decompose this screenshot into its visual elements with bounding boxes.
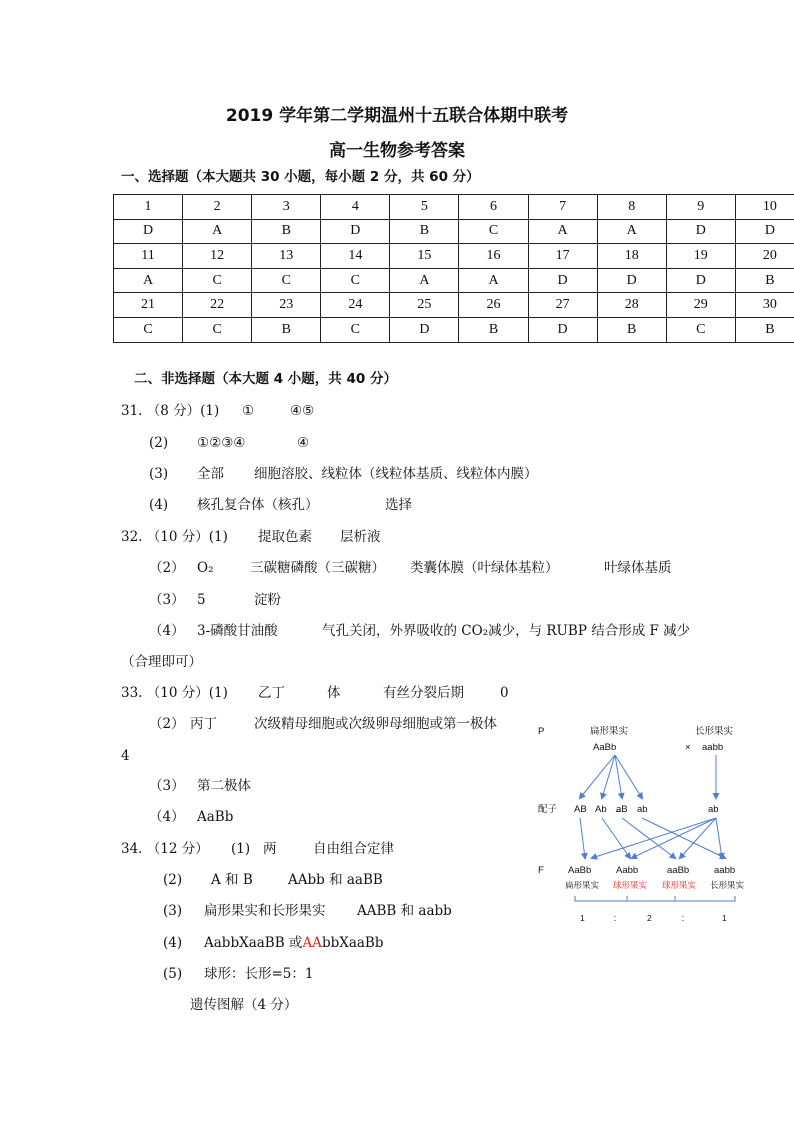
inheritance-arrow <box>615 755 642 798</box>
answer-cell: A <box>390 268 459 293</box>
ratio-2: 2 <box>647 913 652 923</box>
q32-4-num: （4） <box>149 623 185 639</box>
answer-cell: A <box>183 219 252 244</box>
q33-2-count: 4 <box>121 748 130 764</box>
offspring-1-phenotype: 扁形果实 <box>565 880 600 890</box>
answer-cell: D <box>666 268 735 293</box>
answer-cell: B <box>735 317 794 342</box>
question-number-cell: 10 <box>735 195 794 220</box>
question-number-cell: 13 <box>252 244 321 269</box>
question-number-cell: 23 <box>252 293 321 318</box>
question-number-cell: 12 <box>183 244 252 269</box>
question-number-cell: 19 <box>666 244 735 269</box>
q33-4-a: AaBb <box>197 809 234 825</box>
q31-3-b: 细胞溶胶、线粒体（线粒体基质、线粒体内膜） <box>254 466 538 482</box>
q32-4-a: 3-磷酸甘油酸 <box>197 623 278 639</box>
q33-2-b: 次级精母细胞或次级卵母细胞或第一极体 <box>254 716 497 732</box>
parent1-phenotype: 扁形果实 <box>590 726 629 737</box>
q34-4-part-red: AA <box>302 935 322 951</box>
genetic-diagram <box>530 720 770 930</box>
q34-3-b: AABB 和 aabb <box>357 903 452 919</box>
section1-heading: 一、选择题（本大题共 30 小题，每小题 2 分，共 60 分） <box>121 169 480 185</box>
question-number-row <box>114 195 794 220</box>
q33-2-num: （2） <box>149 716 185 732</box>
question-number-cell: 2 <box>183 195 252 220</box>
question-number-cell: 9 <box>666 195 735 220</box>
q34-4-answer <box>204 937 384 951</box>
answer-cell: B <box>252 317 321 342</box>
q34-1-num: (1) <box>231 841 251 857</box>
question-number-cell: 14 <box>321 244 390 269</box>
answer-cell: D <box>390 317 459 342</box>
q34-2-b: AAbb 和 aaBB <box>288 872 383 888</box>
q33-1-c: 有丝分裂后期 <box>383 685 464 701</box>
question-number-row <box>114 293 794 318</box>
q33-2-a: 丙丁 <box>190 716 217 732</box>
answer-cell: D <box>735 219 794 244</box>
question-number-cell: 28 <box>597 293 666 318</box>
q32-2-a: O₂ <box>197 560 214 576</box>
answer-cell: A <box>597 219 666 244</box>
ratio-sep-1: ： <box>613 913 622 923</box>
question-number-cell: 20 <box>735 244 794 269</box>
q34-2-num: (2) <box>163 872 183 888</box>
q31-1-b: ④⑤ <box>290 403 315 419</box>
question-number-cell: 24 <box>321 293 390 318</box>
answer-cell: C <box>183 268 252 293</box>
answer-cell: C <box>459 219 528 244</box>
ratio-sep-2: ： <box>681 913 690 923</box>
answer-cell: B <box>390 219 459 244</box>
q32-2-num: （2） <box>149 560 185 576</box>
inheritance-arrow <box>622 818 675 858</box>
question-number-cell: 30 <box>735 293 794 318</box>
q31-1-a: ① <box>242 403 255 419</box>
section2-heading: 二、非选择题（本大题 4 小题，共 40 分） <box>134 371 397 387</box>
question-number-cell: 18 <box>597 244 666 269</box>
cross-sign: × <box>685 742 691 753</box>
page-subtitle: 高一生物参考答案 <box>329 141 465 161</box>
answer-cell: B <box>735 268 794 293</box>
q31-2-num: (2) <box>149 435 169 451</box>
q34-6: 遗传图解（4 分） <box>190 997 298 1013</box>
gamete-ab: ab <box>637 804 648 815</box>
answer-cell: A <box>459 268 528 293</box>
q34-1-a: 两 <box>263 841 277 857</box>
q31-3-num: (3) <box>149 466 169 482</box>
q32-3-b: 淀粉 <box>254 592 281 608</box>
q33-3-a: 第二极体 <box>197 778 251 794</box>
offspring-1-genotype: AaBb <box>568 865 592 876</box>
q34-5-a: 球形：长形=5：1 <box>204 966 314 982</box>
question-number-cell: 22 <box>183 293 252 318</box>
answer-row <box>114 268 794 293</box>
q33-4-num: （4） <box>149 809 185 825</box>
q31-4-b: 选择 <box>385 497 412 513</box>
q32-2-b: 三碳糖磷酸（三碳糖） <box>250 560 385 576</box>
inheritance-arrow <box>580 755 615 798</box>
q32-note: （合理即可） <box>121 654 202 670</box>
question-number-row <box>114 244 794 269</box>
gamete-Ab: Ab <box>595 804 607 815</box>
inheritance-arrow <box>716 818 722 858</box>
parent1-genotype: AaBb <box>593 742 617 753</box>
q32-2-c: 类囊体膜（叶绿体基粒） <box>410 560 559 576</box>
offspring-3-phenotype: 球形果实 <box>662 880 697 890</box>
q33-3-num: （3） <box>149 778 185 794</box>
inheritance-arrow <box>580 818 585 858</box>
inheritance-arrow <box>602 818 630 858</box>
offspring-2-phenotype: 球形果实 <box>613 880 648 890</box>
question-number-cell: 16 <box>459 244 528 269</box>
gamete-parent2-ab: ab <box>708 804 719 815</box>
q32-3-a: 5 <box>197 592 206 608</box>
q33-1-a: 乙丁 <box>258 685 285 701</box>
inheritance-arrow <box>632 818 716 858</box>
question-number-cell: 8 <box>597 195 666 220</box>
q34-head: 34. （12 分） <box>121 841 209 857</box>
q34-4-num: (4) <box>163 935 183 951</box>
q31-2-b: ④ <box>297 435 310 451</box>
question-number-cell: 26 <box>459 293 528 318</box>
gamete-label: 配子 <box>538 804 558 815</box>
answer-cell: A <box>114 268 183 293</box>
ratio-3: 1 <box>722 913 727 923</box>
inheritance-arrow <box>602 755 615 798</box>
q31-head: 31. （8 分）(1) <box>121 403 220 419</box>
question-number-cell: 25 <box>390 293 459 318</box>
q34-3-num: (3) <box>163 903 183 919</box>
question-number-cell: 29 <box>666 293 735 318</box>
question-number-cell: 21 <box>114 293 183 318</box>
offspring-bracket <box>575 896 735 901</box>
answer-cell: D <box>528 268 597 293</box>
q33-1-d: 0 <box>500 685 509 701</box>
answer-cell: D <box>321 219 390 244</box>
q32-head: 32. （10 分）(1) <box>121 529 228 545</box>
answer-cell: C <box>666 317 735 342</box>
question-number-cell: 5 <box>390 195 459 220</box>
question-number-cell: 11 <box>114 244 183 269</box>
offspring-2-genotype: Aabb <box>616 865 639 876</box>
diagram-arrows <box>530 720 770 930</box>
question-number-cell: 7 <box>528 195 597 220</box>
gamete-aB: aB <box>616 804 628 815</box>
q31-4-num: (4) <box>149 497 169 513</box>
q34-2-a: A 和 B <box>211 872 253 888</box>
q32-3-num: （3） <box>149 592 185 608</box>
q32-4-b: 气孔关闭，外界吸收的 CO₂减少，与 RUBP 结合形成 F 减少 <box>322 623 691 639</box>
q31-2-a: ①②③④ <box>197 435 246 451</box>
answer-cell: B <box>252 219 321 244</box>
q32-1-a: 提取色素 <box>258 529 312 545</box>
q34-3-a: 扁形果实和长形果实 <box>204 903 326 919</box>
q31-4-a: 核孔复合体（核孔） <box>197 497 319 513</box>
q34-4-part-b: bbXaaBb <box>321 935 384 951</box>
answer-row <box>114 317 794 342</box>
answer-cell: D <box>114 219 183 244</box>
answer-cell: B <box>459 317 528 342</box>
question-number-cell: 4 <box>321 195 390 220</box>
q34-5-num: (5) <box>163 966 183 982</box>
offspring-4-phenotype: 长形果实 <box>710 880 745 890</box>
q31-3-a: 全部 <box>197 466 224 482</box>
answer-cell: D <box>528 317 597 342</box>
question-number-cell: 3 <box>252 195 321 220</box>
question-number-cell: 6 <box>459 195 528 220</box>
offspring-3-genotype: aaBb <box>667 865 690 876</box>
gamete-AB: AB <box>574 804 587 815</box>
answer-cell: C <box>321 268 390 293</box>
answer-cell: B <box>597 317 666 342</box>
answer-cell: D <box>666 219 735 244</box>
q32-1-b: 层析液 <box>340 529 381 545</box>
answer-cell: C <box>252 268 321 293</box>
f-label: F <box>538 865 544 876</box>
answer-cell: C <box>183 317 252 342</box>
ratio-1: 1 <box>580 913 585 923</box>
answer-cell: C <box>321 317 390 342</box>
answer-row <box>114 219 794 244</box>
q34-1-b: 自由组合定律 <box>313 841 394 857</box>
parent2-genotype: aabb <box>702 742 724 753</box>
q33-1-b: 体 <box>327 685 341 701</box>
q34-4-part-a: AabbXaaBB 或 <box>204 935 303 951</box>
page-title: 2019 学年第二学期温州十五联合体期中联考 <box>225 106 569 126</box>
answer-table <box>113 194 794 343</box>
q33-head: 33. （10 分）(1) <box>121 685 228 701</box>
p-label: P <box>538 726 545 737</box>
question-number-cell: 15 <box>390 244 459 269</box>
offspring-4-genotype: aabb <box>714 865 736 876</box>
question-number-cell: 27 <box>528 293 597 318</box>
parent2-phenotype: 长形果实 <box>695 726 734 737</box>
question-number-cell: 1 <box>114 195 183 220</box>
q32-2-d: 叶绿体基质 <box>604 560 672 576</box>
answer-cell: C <box>114 317 183 342</box>
answer-cell: D <box>597 268 666 293</box>
answer-cell: A <box>528 219 597 244</box>
question-number-cell: 17 <box>528 244 597 269</box>
